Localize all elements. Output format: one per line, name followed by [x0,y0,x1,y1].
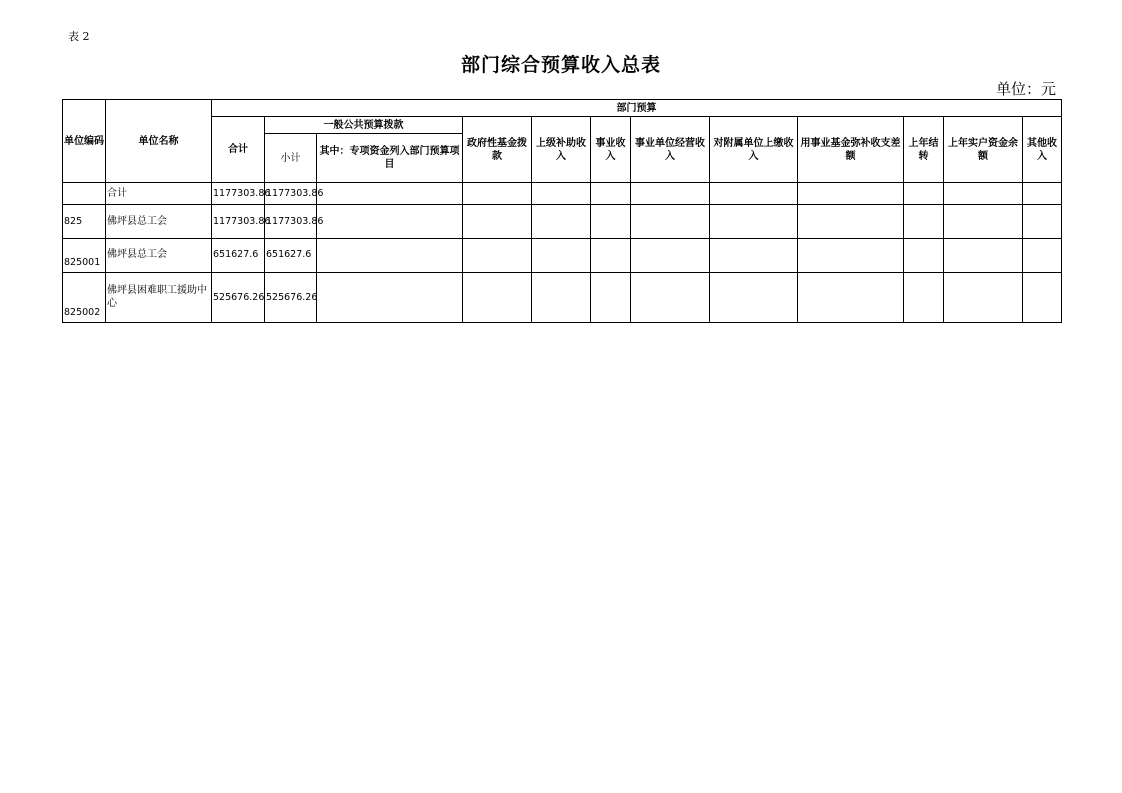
unit-label: 单位：元 [995,80,1056,98]
header-total: 合计 [212,117,265,183]
table-number: 表 2 [68,30,90,43]
budget-table [62,99,1062,323]
header-unit-name: 单位名称 [106,100,212,183]
table-row [63,273,1062,323]
header-business-fund: 用事业基金弥补收支差额 [798,117,904,183]
table-row [63,183,1062,205]
subtotal-cell: 651627.6 [265,239,317,273]
total-cell: 1177303.86 [212,183,265,205]
header-superior-subsidy: 上级补助收入 [532,117,591,183]
table-row [63,205,1062,239]
subtotal-cell: 525676.26 [265,273,317,323]
total-cell: 651627.6 [212,239,265,273]
header-subtotal: 小计 [265,134,317,183]
unit-name-cell: 佛坪县总工会 [106,239,212,273]
header-general-public: 一般公共预算拨款 [265,117,463,134]
header-dept-budget: 部门预算 [212,100,1062,117]
page-title: 部门综合预算收入总表 [460,54,661,76]
header-affiliated-units: 对附属单位上缴收入 [710,117,798,183]
header-gov-fund: 政府性基金拨款 [463,117,532,183]
subtotal-cell: 1177303.86 [265,183,317,205]
total-cell: 1177303.86 [212,205,265,239]
header-business-income: 事业收入 [591,117,631,183]
unit-name-cell: 佛坪县困难职工援助中心 [106,273,212,323]
unit-name-cell: 合计 [106,183,212,205]
unit-code-cell: 825 [63,205,106,239]
header-special-funds: 其中：专项资金列入部门预算项目 [317,134,463,183]
header-unit-code: 单位编码 [63,100,106,183]
unit-code-cell: 825002 [63,273,106,323]
header-carryover: 上年结转 [904,117,944,183]
subtotal-cell: 1177303.86 [265,205,317,239]
header-prior-balance: 上年实户资金余额 [944,117,1023,183]
header-other-income: 其他收入 [1023,117,1062,183]
unit-code-cell: 825001 [63,239,106,273]
header-business-operating: 事业单位经营收入 [631,117,710,183]
table-row [63,239,1062,273]
unit-name-cell: 佛坪县总工会 [106,205,212,239]
total-cell: 525676.26 [212,273,265,323]
unit-code-cell [63,183,106,205]
